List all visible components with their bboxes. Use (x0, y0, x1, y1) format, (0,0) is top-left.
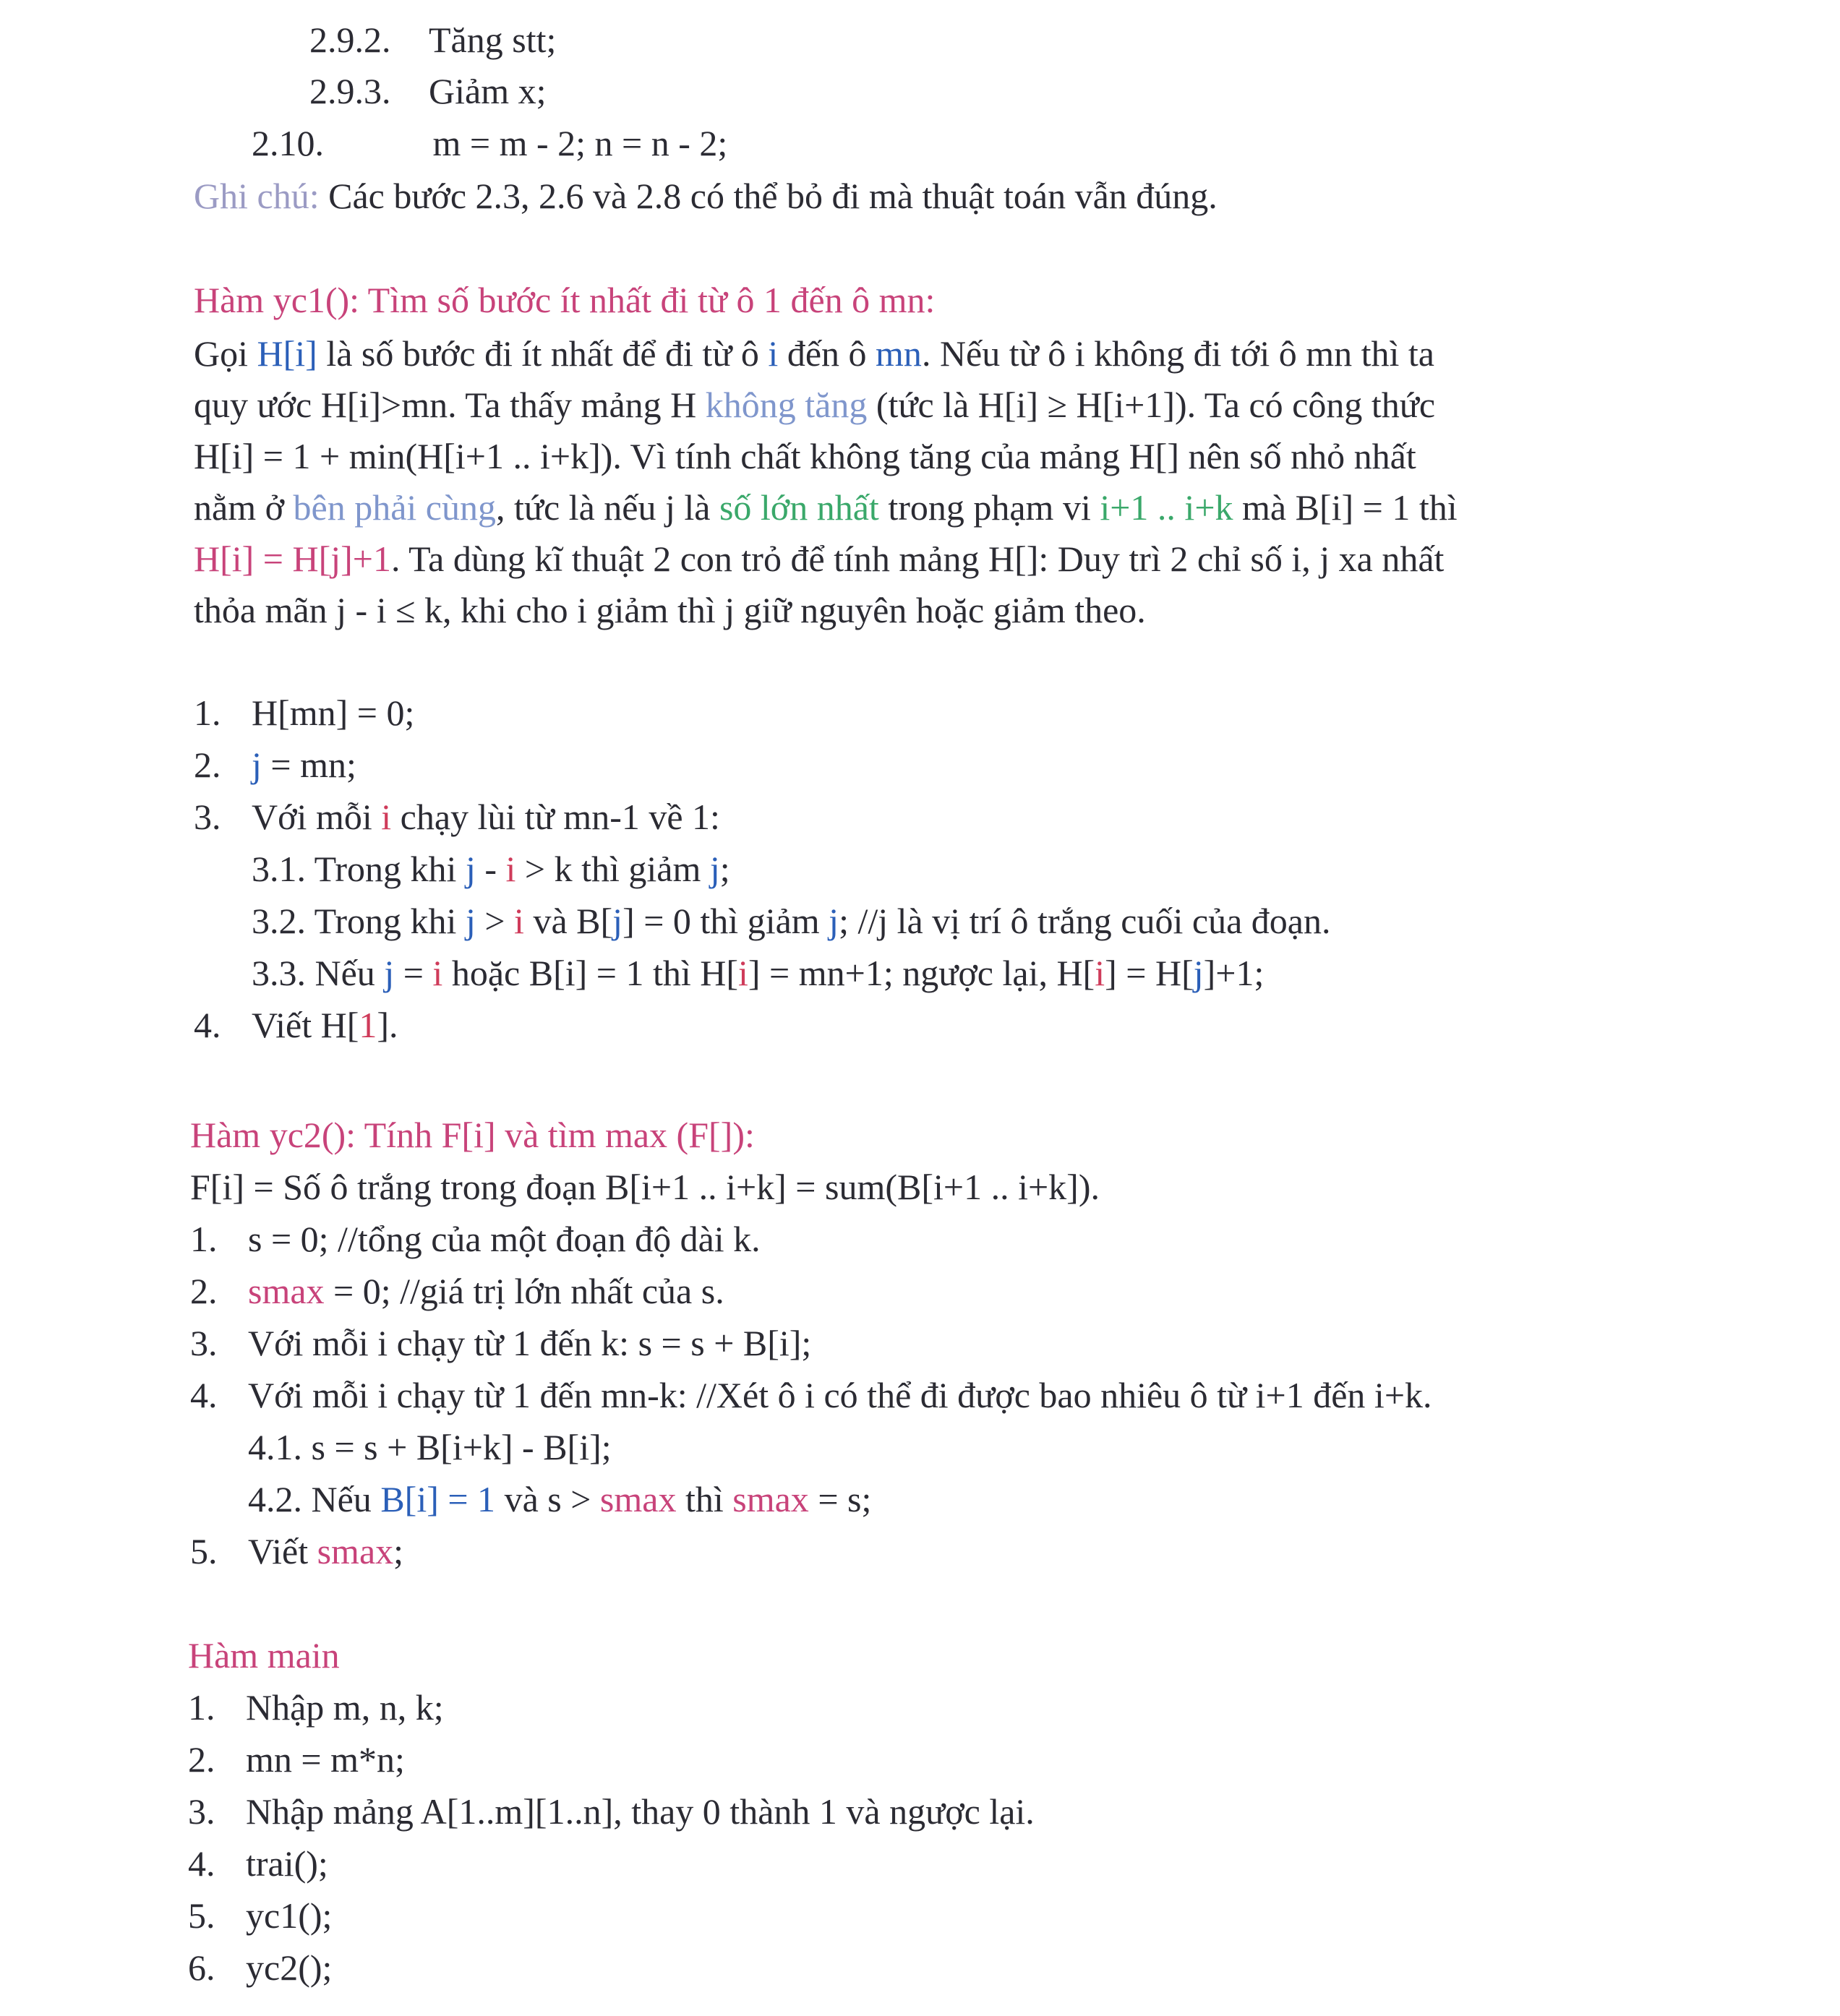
text-fragment: trai(); (246, 1843, 328, 1884)
yc1-step-3-2 (252, 903, 1330, 939)
text-fragment: Với mỗi i chạy từ 1 đến mn-k: //Xét ô i có thể đi được bao nhiêu ô từ i+1 đến i+k. (248, 1375, 1432, 1415)
h-i-var: H[i] (257, 333, 317, 374)
yc1-paragraph-line-5 (194, 541, 1444, 577)
note-line (194, 178, 1218, 214)
main-heading: Hàm main (188, 1635, 340, 1676)
yc2-step-4 (190, 1377, 1432, 1413)
text-fragment: . Ta dùng kĩ thuật 2 con trỏ để tính mảng H[]: Duy trì 2 chỉ số i, j xa nhất (391, 539, 1445, 579)
text-fragment: 4. (190, 1375, 218, 1415)
text-fragment: mà B[i] = 1 thì (1233, 487, 1458, 528)
text-fragment: ; //j là vị trí ô trắng cuối của đoạn. (839, 901, 1331, 941)
text-fragment: Nhập m, n, k; (246, 1687, 444, 1728)
text-fragment: quy ước H[i]>mn. Ta thấy mảng H (194, 385, 706, 425)
text-fragment: 3.1. Trong khi (252, 849, 466, 889)
text-fragment: Gọi (194, 333, 257, 374)
text-fragment: B[i] = 1 (380, 1479, 496, 1519)
text-fragment: ]+1; (1203, 953, 1265, 993)
highlight-ben-phai-cung: bên phải cùng (293, 487, 496, 528)
text-fragment: j (1193, 953, 1204, 993)
text-fragment: j (829, 901, 839, 941)
text-fragment: . Nếu từ ô i không đi tới ô mn thì ta (921, 333, 1434, 374)
yc1-step-2 (194, 747, 356, 783)
text-fragment: j (465, 901, 476, 941)
text-fragment: 5. (188, 1895, 215, 1936)
text-fragment: yc2(); (246, 1947, 333, 1988)
text-fragment: i (514, 901, 524, 941)
mn-var: mn (876, 333, 922, 374)
text-fragment: = s; (808, 1479, 872, 1519)
main-step (188, 1949, 332, 1986)
text-fragment: và B[ (523, 901, 613, 941)
text-fragment: 4. (194, 1005, 221, 1045)
highlight-formula: H[i] = H[j]+1 (194, 539, 391, 579)
step-text: m = m - 2; n = n - 2; (432, 123, 728, 163)
text-fragment: j (252, 745, 262, 785)
text-fragment: mn = m*n; (246, 1739, 405, 1780)
main-step (188, 1687, 444, 1728)
text-fragment: trong phạm vi (878, 487, 1100, 528)
text-fragment: i (505, 849, 516, 889)
text-fragment: Với mỗi i chạy từ 1 đến k: s = s + B[i]; (248, 1323, 812, 1363)
text-fragment: i (738, 953, 748, 993)
text-fragment: = mn; (261, 745, 356, 785)
text-fragment: smax (317, 1531, 394, 1571)
text-fragment: 2. (190, 1271, 218, 1311)
text-fragment: Nhập mảng A[1..m][1..n], thay 0 thành 1 và ngược lại. (246, 1791, 1035, 1832)
text-fragment: 3. (194, 797, 221, 837)
text-fragment: hoặc B[i] = 1 thì H[ (442, 953, 738, 993)
yc2-step-5 (190, 1533, 403, 1569)
highlight-so-lon-nhat: số lớn nhất (719, 487, 879, 528)
text-fragment: đến ô (778, 333, 876, 374)
text-fragment: j (465, 849, 476, 889)
yc1-step-3-3 (252, 955, 1264, 991)
text-fragment: ] = H[ (1105, 953, 1194, 993)
yc2-definition: F[i] = Số ô trắng trong đoạn B[i+1 .. i+k] = sum(B[i+1 .. i+k]). (190, 1167, 1100, 1207)
text-fragment: và s > (495, 1479, 600, 1519)
text-fragment: , tức là nếu j là (496, 487, 719, 528)
step-number: 2.10. (252, 123, 324, 163)
yc1-paragraph-line-2 (194, 387, 1435, 423)
step-2-9-2 (309, 22, 556, 58)
text-fragment: yc1(); (246, 1895, 333, 1936)
text-fragment: 4. (188, 1843, 215, 1884)
step-2-10 (252, 125, 727, 161)
text-fragment: thì (676, 1479, 733, 1519)
main-step (188, 1845, 328, 1882)
text-fragment: 6. (188, 1947, 215, 1988)
text-fragment: 1. (190, 1219, 218, 1259)
text-fragment: Với mỗi (252, 797, 382, 837)
step-number: 2.9.3. (309, 71, 391, 111)
text-fragment: smax (599, 1479, 677, 1519)
text-fragment: 3. (190, 1323, 218, 1363)
text-fragment: nằm ở (194, 487, 294, 528)
text-fragment: - (475, 849, 506, 889)
text-fragment: > (475, 901, 515, 941)
yc2-heading: Hàm yc2(): Tính F[i] và tìm max (F[]): (190, 1115, 755, 1155)
text-fragment: ; (719, 849, 730, 889)
yc1-heading: Hàm yc1(): Tìm số bước ít nhất đi từ ô 1 đến ô mn: (194, 280, 936, 320)
yc1-step-3-1 (252, 851, 730, 887)
text-fragment: j (612, 901, 623, 941)
yc1-step-1 (194, 692, 415, 733)
text-fragment: j (384, 953, 395, 993)
note-text: Các bước 2.3, 2.6 và 2.8 có thể bỏ đi mà thuật toán vẫn đúng. (319, 176, 1218, 216)
text-fragment: 1 (359, 1005, 377, 1045)
text-fragment: 5. (190, 1531, 218, 1571)
text-fragment: smax (248, 1271, 325, 1311)
text-fragment: 2. (188, 1739, 215, 1780)
text-fragment: i (1095, 953, 1105, 993)
yc2-step-2 (190, 1273, 724, 1309)
text-fragment: > k thì giảm (515, 849, 710, 889)
text-fragment: chạy lùi từ mn-1 về 1: (391, 797, 720, 837)
text-fragment: i (432, 953, 443, 993)
yc1-paragraph-line-4 (194, 489, 1458, 526)
highlight-range: i+1 .. i+k (1100, 487, 1233, 528)
text-fragment: 1. (188, 1687, 215, 1728)
text-fragment: smax (732, 1479, 809, 1519)
text-fragment: i (381, 797, 392, 837)
text-fragment: 3.2. Trong khi (252, 901, 466, 941)
yc2-step-4-1: 4.1. s = s + B[i+k] - B[i]; (248, 1427, 612, 1467)
text-fragment: H[mn] = 0; (252, 692, 415, 733)
yc2-step-3 (190, 1325, 811, 1361)
text-fragment: 3.3. Nếu (252, 953, 385, 993)
text-fragment: j (709, 849, 720, 889)
step-2-9-3 (309, 73, 546, 109)
main-step (188, 1739, 405, 1780)
yc2-step-1 (190, 1221, 761, 1257)
text-fragment: Viết (248, 1531, 317, 1571)
note-label: Ghi chú: (194, 176, 320, 216)
text-fragment: là số bước đi ít nhất để đi từ ô (317, 333, 769, 374)
highlight-khong-tang: không tăng (705, 385, 868, 425)
yc1-paragraph-line-3: H[i] = 1 + min(H[i+1 .. i+k]). Vì tính chất không tăng của mảng H[] nên số nhỏ nhất (194, 436, 1416, 476)
text-fragment: Viết H[ (252, 1005, 359, 1045)
step-text: Tăng stt; (429, 20, 557, 60)
text-fragment: 3. (188, 1791, 215, 1832)
text-fragment: = 0; //giá trị lớn nhất của s. (324, 1271, 724, 1311)
i-var: i (768, 333, 779, 374)
yc1-paragraph-line-1 (194, 335, 1434, 372)
text-fragment: s = 0; //tổng của một đoạn độ dài k. (248, 1219, 761, 1259)
step-text: Giảm x; (429, 71, 547, 111)
text-fragment: ] = mn+1; ngược lại, H[ (748, 953, 1095, 993)
text-fragment: 4.2. Nếu (248, 1479, 381, 1519)
text-fragment: ] = 0 thì giảm (622, 901, 829, 941)
yc1-step-3 (194, 799, 720, 835)
text-fragment: (tức là H[i] ≥ H[i+1]). Ta có công thức (867, 385, 1436, 425)
yc1-paragraph-line-6: thỏa mãn j - i ≤ k, khi cho i giảm thì j giữ nguyên hoặc giảm theo. (194, 590, 1146, 630)
step-number: 2.9.2. (309, 20, 391, 60)
main-step (188, 1793, 1035, 1830)
yc1-step-4 (194, 1007, 398, 1043)
text-fragment: 1. (194, 692, 221, 733)
yc2-step-4-2 (248, 1481, 871, 1517)
text-fragment: = (394, 953, 433, 993)
text-fragment: 2. (194, 745, 221, 785)
main-step (188, 1897, 332, 1934)
text-fragment: ]. (377, 1005, 398, 1045)
text-fragment: ; (393, 1531, 404, 1571)
